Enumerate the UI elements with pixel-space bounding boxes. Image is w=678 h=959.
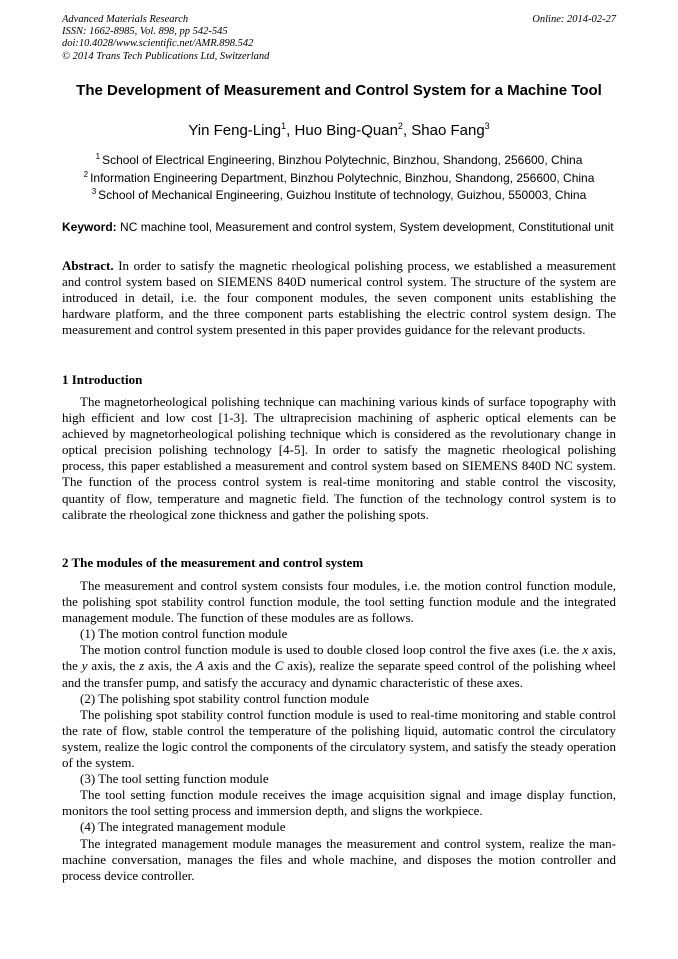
abstract xyxy=(62,258,616,338)
module-title: (4) The integrated management module xyxy=(80,819,286,835)
author-affil-marker: 2 xyxy=(397,121,403,131)
module-title: (2) The polishing spot stability control function module xyxy=(80,690,369,706)
paragraph: The motion control function module is used to double closed loop control the five axes (i.e. the x axis, the y axis, the z axis, the A axis and the C axis), realize the separate speed control of the polishing wheel and the transfer pump, and satisfy the accuracy and dynamic characteristic of these axes. xyxy=(62,642,617,690)
paragraph: The measurement and control system consists four modules, i.e. the motion control function module, the polishing spot stability control function module, the tool setting function module and the integrated management module. The function of these modules are as follows. xyxy=(62,578,616,626)
paragraph: The integrated management module manages the measurement and control system, realize the man-machine conversation, manages the files and whole machine, and disposes the motion controller and process device controller. xyxy=(62,835,616,883)
affiliation-item: $^1$ School of Electrical Engineering, Binzhou Polytechnic, Binzhou, Shandong, 256600, China xyxy=(95,152,583,167)
section-body xyxy=(62,394,616,523)
section-heading: 1 Introduction xyxy=(62,372,143,387)
keywords-label: Keyword: xyxy=(62,220,117,234)
paragraph: The polishing spot stability control function module is used to real-time monitoring and stable control the rate of flow, stable control the temperature of the polishing liquid, automatic control the circulatory system, realize the logic control the components of the circulatory system, and satisfy the steady operation of the system. xyxy=(62,706,616,771)
copyright-line: © 2014 Trans Tech Publications Ltd, Switzerland xyxy=(62,50,270,62)
affiliation-list xyxy=(62,152,616,205)
author-affil-marker: 3 xyxy=(484,121,490,131)
online-date-header xyxy=(532,14,616,26)
author-affil-marker: 1 xyxy=(281,121,287,131)
paper-title: The Development of Measurement and Control System for a Machine Tool xyxy=(76,82,602,99)
author-name: Yin Feng-Ling xyxy=(188,122,282,139)
paragraph: The tool setting function module receives the image acquisition signal and image display function, monitors the tool setting process and immersion depth, and sligns the workpiece. xyxy=(62,787,616,819)
keywords-text: NC machine tool, Measurement and control system, System development, Constitutional unit xyxy=(120,220,614,234)
journal-name: Advanced Materials Research xyxy=(62,14,189,25)
online-date: Online: 2014-02-27 xyxy=(532,14,616,25)
author-name: Shao Fang xyxy=(411,122,485,139)
author-name: Huo Bing-Quan xyxy=(294,122,398,139)
abstract-text: In order to satisfy the magnetic rheological polishing process, we established a measurement and control system based on SIEMENS 840D numerical control system. The structure of the system are introduced in detail, i.e. the four component modules, the seven component units establishing the hardware platform, and the three component parts establishing the electric control system design. The measurement and control system presented in this paper provides guidance for the relevant products. xyxy=(62,258,616,338)
paragraph: The magnetorheological polishing technique can machining various kinds of surface topography with high efficient and low cost [1-3]. The ultraprecision machining of aspheric optical elements can be achieved by magnetorheological polishing technique which is considered as the revolutionary change in optical precision polishing technology [4-5]. In order to satisfy the magnetic rheological polishing process, this paper established a measurement and control system based on SIEMENS 840D NC system. The function of the process control system is real-time monitoring and stable control the viscosity, quantity of flow, temperature and magnetic field. The function of the technology control system is to calibrate the rheological zone thickness and gather the polishing spots. xyxy=(62,394,616,522)
keywords xyxy=(62,220,616,235)
module-title: (1) The motion control function module xyxy=(80,626,288,642)
section-body xyxy=(62,578,616,884)
affiliation-item: $^3$ School of Mechanical Engineering, Guizhou Institute of technology, Guizhou, 550003, China xyxy=(91,187,587,202)
issn-line: ISSN: 1662-8985, Vol. 898, pp 542-545 xyxy=(62,26,228,38)
doi-line: doi:10.4028/www.scientific.net/AMR.898.542 xyxy=(62,38,254,50)
affiliation-item: $^2$ Information Engineering Department, Binzhou Polytechnic, Binzhou, Shandong, 256600, China xyxy=(83,169,595,185)
section-heading: 2 The modules of the measurement and control system xyxy=(62,555,364,570)
journal-header xyxy=(62,14,269,63)
module-title: (3) The tool setting function module xyxy=(80,771,269,787)
abstract-label: Abstract. xyxy=(62,258,114,273)
author-list: Yin Feng-Ling$^1$, Huo Bing-Quan$^2$, Shao Fang$^3$ xyxy=(188,121,490,139)
